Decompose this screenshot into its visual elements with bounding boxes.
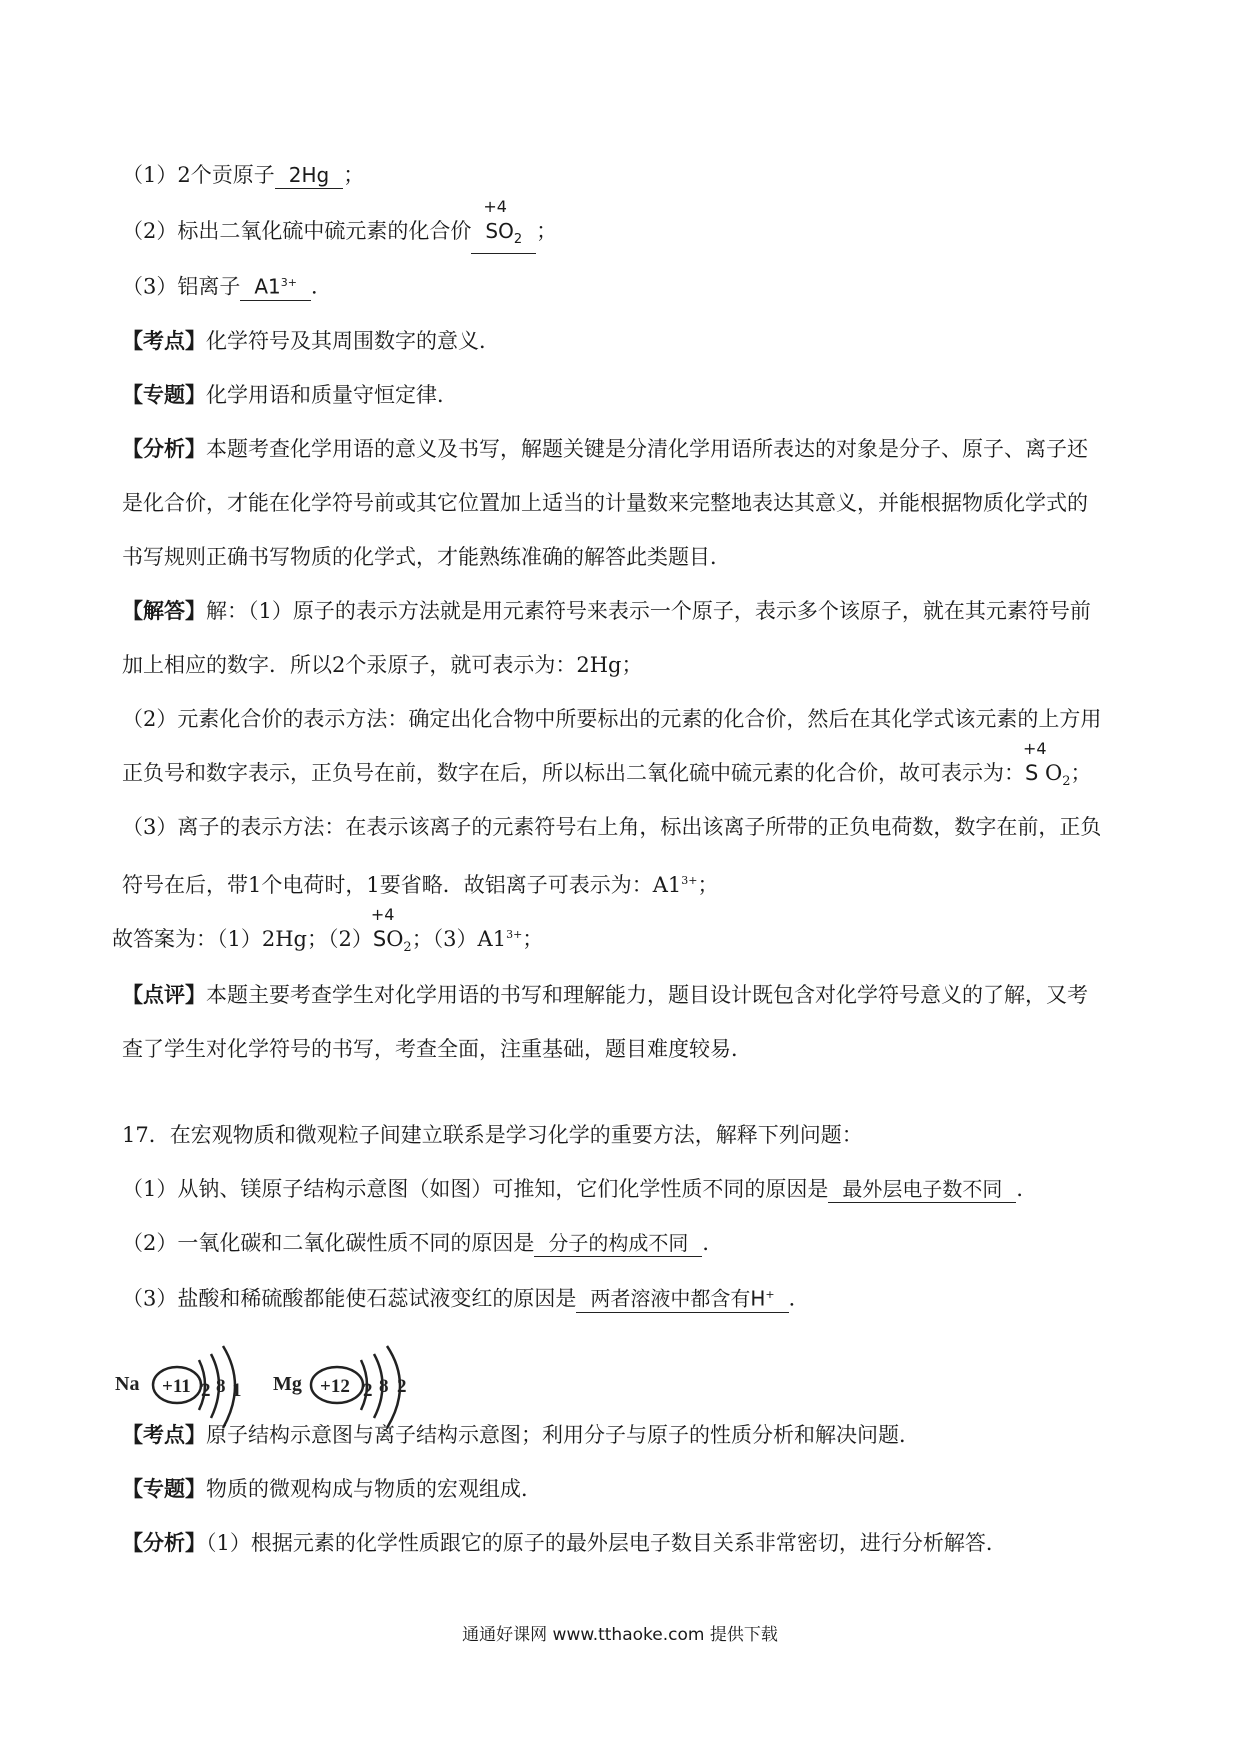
- na-shell-2: 8: [216, 1376, 226, 1397]
- q17-part2-text: （2）一氧化碳和二氧化碳性质不同的原因是: [122, 1231, 535, 1255]
- formula-rest: O: [1045, 761, 1063, 785]
- punct: ．: [702, 1231, 724, 1255]
- q16-dianping-line2: [122, 1034, 1130, 1064]
- mg-symbol: Mg: [273, 1373, 302, 1395]
- section-label: 【专题】: [122, 382, 206, 407]
- section-text: （3）离子的表示方法：在表示该离子的元素符号右上角，标出该离子所带的正负电荷数，数字在前，正负: [122, 815, 1102, 839]
- q16-part2: [122, 197, 1130, 254]
- valence-mark: +4: [1023, 739, 1047, 758]
- section-label: 【分析】: [122, 1530, 206, 1555]
- section-text: 物质的微观构成与物质的宏观组成．: [206, 1477, 542, 1501]
- section-text: 是化合价，才能在化学符号前或其它位置加上适当的计量数来完整地表达其意义，并能根据物质化学式的: [122, 491, 1088, 515]
- mg-nucleus: +12: [320, 1376, 350, 1397]
- q16-jieda-line3: [122, 704, 1130, 734]
- q17-part1-text: （1）从钠、镁原子结构示意图（如图）可推知，它们化学性质不同的原因是: [122, 1177, 829, 1201]
- q17-fenxi: [122, 1528, 1130, 1558]
- q16-dianping-line1: [122, 980, 1130, 1010]
- formula-rest: O: [498, 219, 514, 243]
- ion-charge: 3+: [681, 874, 698, 887]
- mg-shell-2: 8: [379, 1376, 389, 1397]
- na-shell-3: 1: [232, 1380, 242, 1401]
- page-footer: 通通好课网 www.tthaoke.com 提供下载: [462, 1625, 778, 1645]
- punct: ；: [1070, 761, 1092, 785]
- punct: ．: [311, 274, 332, 299]
- q16-part2-text: （2）标出二氧化硫中硫元素的化合价: [122, 219, 472, 243]
- section-text: 正负号和数字表示，正负号在前，数字在后，所以标出二氧化硫中硫元素的化合价，故可表示为：: [122, 761, 1025, 785]
- q16-part3-text: （3）铝离子: [122, 274, 241, 299]
- question-stem: 17．在宏观物质和微观粒子间建立联系是学习化学的重要方法，解释下列问题：: [122, 1123, 863, 1147]
- section-label: 【考点】: [122, 328, 206, 353]
- q16-part1: [122, 160, 1130, 190]
- ion-symbol: A1: [254, 274, 281, 299]
- ion-charge: 3+: [506, 928, 523, 941]
- element-symbol: S: [485, 219, 499, 243]
- section-text: 化学符号及其周围数字的意义．: [206, 329, 500, 353]
- na-symbol: Na: [115, 1373, 140, 1395]
- punct: ；: [697, 873, 719, 897]
- q16-part1-text: （1）2个贡原子: [122, 163, 275, 187]
- na-nucleus: +11: [162, 1376, 191, 1397]
- element-symbol: S: [1025, 761, 1039, 785]
- element-symbol: S: [372, 927, 387, 951]
- answer-blank: 最外层电子数不同: [828, 1176, 1016, 1203]
- section-text: 查了学生对化学符号的书写，考查全面，注重基础，题目难度较易．: [122, 1037, 752, 1061]
- section-label: 【分析】: [122, 436, 206, 461]
- punct: ；: [522, 927, 544, 951]
- section-text: 解：（1）原子的表示方法就是用元素符号来表示一个原子，表示多个该原子，就在其元素符号前: [206, 599, 1091, 623]
- section-text: 书写规则正确书写物质的化学式，才能熟练准确的解答此类题目．: [122, 545, 731, 569]
- section-label: 【解答】: [122, 598, 206, 623]
- section-text: 本题主要考查学生对化学用语的书写和理解能力，题目设计既包含对化学符号意义的了解，又考: [206, 983, 1088, 1007]
- answer-blank: [240, 270, 311, 301]
- q17-part3: [122, 1282, 1130, 1314]
- q17-part1: [122, 1174, 1130, 1204]
- ion-charge: +: [765, 1288, 775, 1301]
- section-text: 本题考查化学用语的意义及书写，解题关键是分清化学用语所表达的对象是分子、原子、离子还: [206, 437, 1088, 461]
- punct: ．: [1016, 1177, 1038, 1201]
- punct: ．: [788, 1286, 810, 1311]
- q16-kaodian: [122, 326, 1130, 356]
- q17-kaodian: [122, 1420, 1130, 1450]
- section-text: ；（3）A1: [411, 927, 507, 951]
- mg-shell-1: 2: [363, 1380, 373, 1401]
- answer-blank: 2Hg: [275, 162, 343, 189]
- valence-symbol: [370, 905, 395, 954]
- answer-text: 两者溶液中都含有H: [590, 1286, 766, 1311]
- answer-blank: [471, 197, 536, 254]
- q17-zhuanti: [122, 1474, 1130, 1504]
- formula-rest: O: [386, 927, 404, 951]
- section-label: 【点评】: [122, 982, 206, 1007]
- ion-charge: 3+: [280, 276, 297, 289]
- q16-final-answer: [112, 905, 1130, 963]
- q16-jieda-line1: [122, 596, 1130, 626]
- section-label: 【考点】: [122, 1422, 206, 1447]
- section-text: 故答案为：（1）2Hg；（2）: [112, 927, 373, 951]
- q16-jieda-line4: [122, 739, 1130, 797]
- section-text: 原子结构示意图与离子结构示意图；利用分子与原子的性质分析和解决问题．: [206, 1423, 920, 1447]
- q16-zhuanti: [122, 380, 1130, 410]
- na-shell-1: 2: [201, 1380, 211, 1401]
- mg-shell-3: 2: [397, 1376, 407, 1397]
- section-text: （2）元素化合价的表示方法：确定出化合物中所要标出的元素的化合价，然后在其化学式该元素的上方用: [122, 707, 1102, 731]
- valence-symbol: [1023, 739, 1047, 788]
- punct: ；: [536, 219, 558, 243]
- subscript: 2: [1062, 774, 1071, 790]
- q16-fenxi-line2: [122, 488, 1130, 518]
- section-text: 化学用语和质量守恒定律．: [206, 383, 458, 407]
- q17-part3-text: （3）盐酸和稀硫酸都能使石蕊试液变红的原因是: [122, 1286, 577, 1311]
- answer-blank: 分子的构成不同: [534, 1230, 702, 1257]
- subscript: 2: [513, 232, 523, 247]
- valence-mark: +4: [483, 197, 507, 216]
- q17-stem: [122, 1120, 1130, 1150]
- section-text: 符号在后，带1个电荷时，1要省略．故铝离子可表示为：A1: [122, 873, 682, 897]
- q17-part2: [122, 1228, 1130, 1258]
- q16-jieda-line2: [122, 650, 1130, 680]
- q16-part3: [122, 270, 1130, 302]
- punct: ；: [343, 163, 365, 187]
- subscript: 2: [403, 940, 412, 956]
- valence-mark: +4: [370, 905, 395, 924]
- q16-fenxi-line1: [122, 434, 1130, 464]
- q16-jieda-line5: [122, 812, 1130, 842]
- answer-blank: [576, 1282, 788, 1313]
- section-text: （1）根据元素的化学性质跟它的原子的最外层电子数目关系非常密切，进行分析解答．: [206, 1531, 1007, 1555]
- q16-jieda-line6: [122, 866, 1130, 900]
- section-text: 加上相应的数字．所以2个汞原子，就可表示为：2Hg；: [122, 653, 643, 677]
- section-label: 【专题】: [122, 1476, 206, 1501]
- q16-fenxi-line3: [122, 542, 1130, 572]
- valence-symbol: [483, 197, 507, 244]
